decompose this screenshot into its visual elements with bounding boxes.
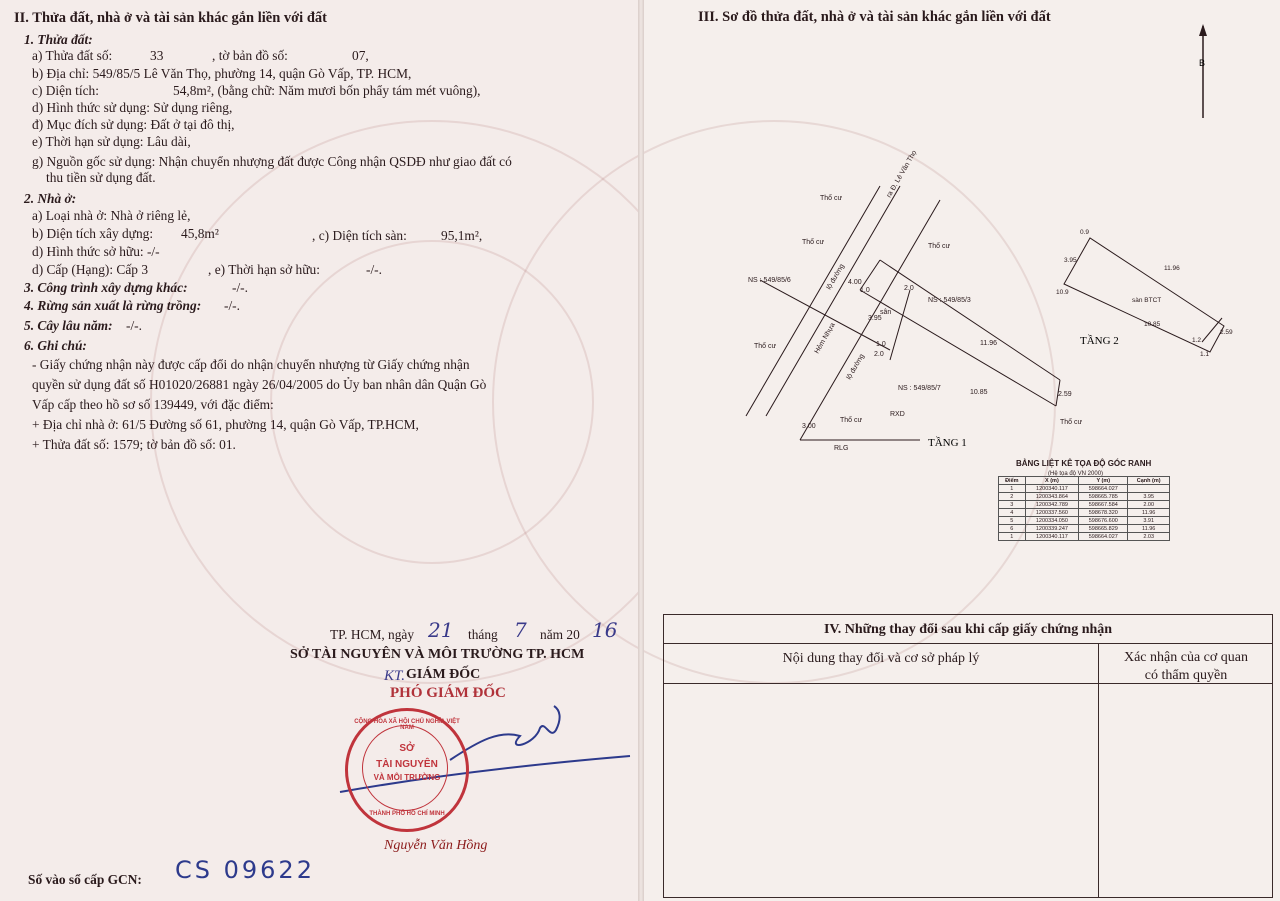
table-row <box>999 501 1170 509</box>
note-line: Vấp cấp theo hồ sơ số 139449, với đặc điểm: <box>32 397 274 412</box>
signer-name: Nguyễn Văn Hồng <box>384 838 488 853</box>
seal-center-2: TÀI NGUYÊN <box>376 759 438 770</box>
house-build-area-value: 45,8m² <box>181 226 219 241</box>
section-3-title: III. Sơ đồ thửa đất, nhà ở và tài sản khác gắn liền với đất <box>698 9 1051 25</box>
land-usage-form: d) Hình thức sử dụng: Sử dụng riêng, <box>32 100 233 115</box>
forest-label: 4. Rừng sản xuất là rừng trồng: <box>24 298 202 313</box>
note-line: - Giấy chứng nhận này được cấp đổi do nhận chuyển nhượng từ Giấy chứng nhận <box>32 357 470 372</box>
site-plan-floor-2 <box>1040 222 1233 362</box>
yard-label: sân <box>880 309 892 316</box>
table-cell: 1200334.050 <box>1025 517 1079 525</box>
table-cell <box>1128 485 1170 493</box>
table-cell: 598664.027 <box>1079 485 1128 493</box>
section-2-title: II. Thửa đất, nhà ở và tài sản khác gắn liền với đất <box>14 10 327 26</box>
street-label: ra Đ. Lê Văn Thọ <box>885 149 919 199</box>
dimension-label: 4.00 <box>848 279 862 286</box>
site-plan-floor-1 <box>740 149 1083 460</box>
table-cell: 598667.584 <box>1079 501 1128 509</box>
house-ownership: d) Hình thức sở hữu: -/- <box>32 244 160 259</box>
table-cell: 5 <box>999 517 1026 525</box>
note-title: 6. Ghi chú: <box>24 338 87 353</box>
house-type: a) Loại nhà ở: Nhà ở riêng lẻ, <box>32 208 191 223</box>
note-line: + Địa chỉ nhà ở: 61/5 Đường số 61, phường 14, quận Gò Vấp, TP.HCM, <box>32 417 419 432</box>
floor-2-dimension: 1.1 <box>1200 351 1210 358</box>
table-cell: 11.96 <box>1128 509 1170 517</box>
table-cell: 598676.600 <box>1079 517 1128 525</box>
director-title: GIÁM ĐỐC <box>406 667 481 682</box>
dimension-label: 10.85 <box>970 389 988 396</box>
section-4-title: IV. Những thay đổi sau khi cấp giấy chứng nhận <box>664 615 1272 644</box>
table-cell: 4 <box>999 509 1026 517</box>
land-parcel-label: a) Thửa đất số: <box>32 48 113 63</box>
table-header-row <box>999 477 1170 485</box>
table-cell: 3 <box>999 501 1026 509</box>
land-origin-2: thu tiền sử dụng đất. <box>46 170 156 185</box>
table-cell: 598665.829 <box>1079 525 1128 533</box>
column-header: Điểm <box>999 477 1026 485</box>
table-cell: 6 <box>999 525 1026 533</box>
road-boundary-label: RLG <box>834 445 849 452</box>
serial-label: Số vào sổ cấp GCN: <box>28 872 142 887</box>
land-area-value: 54,8m², (bằng chữ: Năm mươi bốn phẩy tám mét vuông), <box>173 83 481 98</box>
date-prefix: TP. HCM, ngày <box>330 627 415 642</box>
seal-bottom-text: THÀNH PHỐ HỒ CHÍ MINH <box>369 811 445 817</box>
house-term-value: -/-. <box>366 262 382 277</box>
change-content-header: Nội dung thay đổi và cơ sở pháp lý <box>782 651 980 666</box>
neighbor-label: Thổ cư <box>754 343 777 350</box>
table-cell: 1200340.117 <box>1025 485 1079 493</box>
forest-value: -/-. <box>224 298 240 313</box>
neighbor-label: Thổ cư <box>820 195 843 202</box>
north-label: B <box>1199 58 1206 68</box>
official-seal <box>345 708 469 832</box>
floor-2-dimension: 1.2 <box>1192 337 1202 344</box>
floor-2-dimension: 10.85 <box>1144 321 1161 328</box>
deputy-director-title: PHÓ GIÁM ĐỐC <box>390 685 506 701</box>
land-duration: e) Thời hạn sử dụng: Lâu dài, <box>32 134 191 149</box>
seal-center-3: VÀ MÔI TRƯỜNG <box>373 773 441 782</box>
table-cell: 3.95 <box>1128 493 1170 501</box>
dimension-label: 2.59 <box>1058 391 1072 398</box>
other-construction-label: 3. Công trình xây dựng khác: <box>24 280 188 295</box>
floor-2-dimension: 3.95 <box>1064 257 1077 264</box>
table-divider <box>1098 643 1099 897</box>
dimension-label: 1.0 <box>876 341 886 348</box>
neighbor-label: Thổ cư <box>802 239 825 246</box>
neighbor-label: Thổ cư <box>840 417 863 424</box>
table-row <box>999 517 1170 525</box>
land-area-label: c) Diện tích: <box>32 83 99 98</box>
kt-mark: KT. <box>384 668 405 684</box>
dimension-label: 3.00 <box>802 423 816 430</box>
neighbor-label: Thổ cư <box>1060 419 1083 426</box>
table-cell: 2 <box>999 493 1026 501</box>
road-label: lộ đường <box>845 352 866 381</box>
dimension-label: 2.0 <box>904 285 914 292</box>
table-cell: 2.03 <box>1128 533 1170 541</box>
column-header: Cạnh (m) <box>1128 477 1170 485</box>
land-address: b) Địa chỉ: 549/85/5 Lê Văn Thọ, phường 14, quận Gò Vấp, TP. HCM, <box>32 66 412 81</box>
table-cell: 1200337.560 <box>1025 509 1079 517</box>
road-label: lộ đường <box>825 262 846 291</box>
date-year-label: năm 20 <box>540 627 580 642</box>
coord-table-title: BẢNG LIỆT KÊ TỌA ĐỘ GÓC RANH <box>1016 459 1152 468</box>
date-year: 16 <box>592 618 618 642</box>
neighbor-number: NS : 549/85/6 <box>748 277 791 284</box>
house-title: 2. Nhà ở: <box>24 191 77 206</box>
table-cell: 1200340.117 <box>1025 533 1079 541</box>
table-cell: 1200342.789 <box>1025 501 1079 509</box>
land-origin-1: g) Nguồn gốc sử dụng: Nhận chuyển nhượng đất được Công nhận QSDĐ như giao đất có <box>32 154 512 169</box>
table-cell: 1 <box>999 485 1026 493</box>
date-day: 21 <box>428 618 454 642</box>
table-row <box>999 525 1170 533</box>
authority-confirmation-line-1: Xác nhận của cơ quan <box>1123 650 1248 665</box>
floor-1-label: TẦNG 1 <box>928 437 967 449</box>
coord-table-subtitle: (Hệ tọa độ VN 2000) <box>1048 471 1104 477</box>
land-parcel-value: 33 <box>150 48 164 63</box>
table-row <box>999 485 1170 493</box>
land-purpose: đ) Mục đích sử dụng: Đất ở tại đô thị, <box>32 117 235 132</box>
land-map-label: , tờ bản đồ số: <box>212 48 288 63</box>
table-cell: 598664.027 <box>1079 533 1128 541</box>
floor-2-dimension: 0.9 <box>1080 229 1090 236</box>
table-row <box>999 509 1170 517</box>
house-build-area-label: b) Diện tích xây dựng: <box>32 226 154 241</box>
table-cell: 2.00 <box>1128 501 1170 509</box>
floor-2-slab-label: sàn BTCT <box>1132 297 1162 304</box>
floor-2-dimension: 11.96 <box>1164 265 1180 272</box>
table-cell: 1200343.864 <box>1025 493 1079 501</box>
table-cell: 1200339.247 <box>1025 525 1079 533</box>
perennial-label: 5. Cây lâu năm: <box>24 318 113 333</box>
table-row <box>999 533 1170 541</box>
neighbor-number: NS : 549/85/3 <box>928 297 971 304</box>
coordinate-table <box>998 476 1170 541</box>
table-row <box>999 493 1170 501</box>
table-cell: 3.91 <box>1128 517 1170 525</box>
house-grade: d) Cấp (Hạng): Cấp 3 <box>32 262 149 277</box>
changes-table <box>663 614 1273 898</box>
table-cell: 598665.785 <box>1079 493 1128 501</box>
dimension-label: 11.96 <box>980 340 997 347</box>
neighbor-number: NS : 549/85/7 <box>898 385 941 392</box>
date-month-label: tháng <box>468 627 498 642</box>
alley-label: Hẻm Nhựa <box>813 321 837 355</box>
floor-2-dimension: 10.9 <box>1056 289 1069 296</box>
land-title: 1. Thửa đất: <box>24 32 93 47</box>
date-month: 7 <box>514 618 527 642</box>
column-header: Y (m) <box>1079 477 1128 485</box>
agency-name: SỞ TÀI NGUYÊN VÀ MÔI TRƯỜNG TP. HCM <box>290 647 585 662</box>
dimension-label: 3.95 <box>868 315 882 322</box>
seal-center-1: SỞ <box>399 743 415 754</box>
other-construction-value: -/-. <box>232 280 248 295</box>
column-header: X (m) <box>1025 477 1079 485</box>
house-floor-area-label: , c) Diện tích sàn: <box>312 228 407 243</box>
dimension-label: 2.0 <box>874 351 884 358</box>
authority-confirmation-header <box>1100 649 1272 685</box>
north-arrow <box>1190 22 1216 122</box>
house-floor-area-value: 95,1m², <box>441 228 483 243</box>
neighbor-label: Thổ cư <box>928 243 951 250</box>
house-term-label: , e) Thời hạn sở hữu: <box>208 262 320 277</box>
authority-confirmation-line-2: có thẩm quyền <box>1144 668 1228 683</box>
land-map-value: 07, <box>352 48 369 63</box>
floor-2-dimension: 2.59 <box>1220 329 1233 336</box>
table-cell: 598678.320 <box>1079 509 1128 517</box>
seal-top-text: CỘNG HÒA XÃ HỘI CHỦ NGHĨA VIỆT NAM <box>354 719 460 731</box>
serial-value: CS 09622 <box>175 856 315 884</box>
setback-label: RXD <box>890 411 905 418</box>
perennial-value: -/-. <box>126 318 142 333</box>
dimension-label: 1.0 <box>860 287 870 294</box>
note-line: + Thửa đất số: 1579; tờ bản đồ số: 01. <box>32 437 236 452</box>
table-cell: 1 <box>999 533 1026 541</box>
table-cell: 11.96 <box>1128 525 1170 533</box>
floor-2-label: TẦNG 2 <box>1080 335 1119 347</box>
note-line: quyền sử dụng đất số H01020/26881 ngày 26/04/2005 do Ủy ban nhân dân Quận Gò <box>32 377 487 392</box>
